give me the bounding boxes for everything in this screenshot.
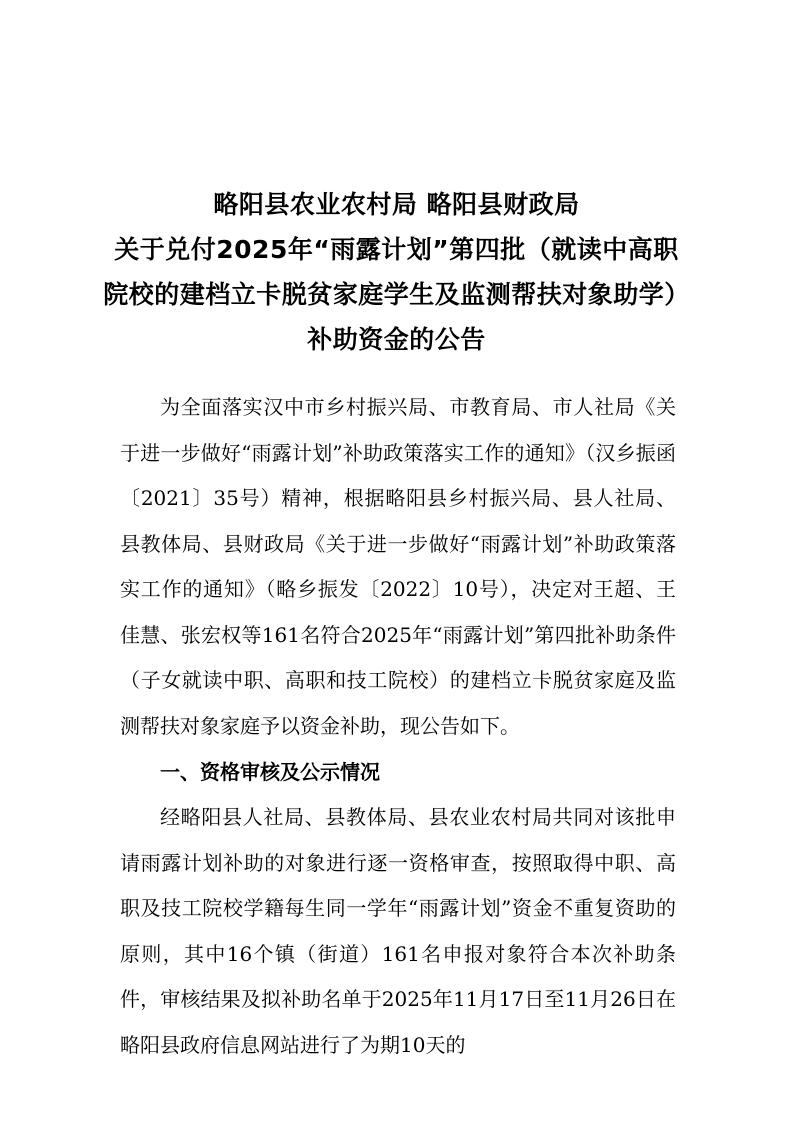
intro-paragraph: 为全面落实汉中市乡村振兴局、市教育局、市人社局《关于进一步做好“雨露计划”补助政策落实工作的通知》（汉乡振函〔2021〕35号）精神，根据略阳县乡村振兴局、县人社局、县教体局、县财政局《关于进一步做好“雨露计划”补助政策落实工作的通知》（略乡振发〔2022〕10号），决定对王超、王佳慧、张宏权等161名符合2025年“雨露计划”第四批补助条件（子女就读中职、高职和技工院校）的建档立卡脱贫家庭及监测帮扶对象家庭予以资金补助，现公告如下。 xyxy=(120,395,676,738)
document-title xyxy=(0,182,793,362)
title-line-4: 补助资金的公告 xyxy=(307,325,486,354)
section-heading-qualification: 一、资格审核及公示情况 xyxy=(160,760,380,784)
title-line-2: 关于兑付2025年“雨露计划”第四批（就读中高职 xyxy=(114,235,679,264)
qualification-paragraph: 经略阳县人社局、县教体局、县农业农村局共同对该批申请雨露计划补助的对象进行逐一资格审查，按照取得中职、高职及技工院校学籍每生同一学年“雨露计划”资金不重复资助的原则，其中16个镇（街道）161名申报对象符合本次补助条件，审核结果及拟补助名单于2025年11月17日至11月26日在略阳县政府信息网站进行了为期10天的 xyxy=(120,805,676,1057)
title-line-1: 略阳县农业农村局 略阳县财政局 xyxy=(213,190,580,219)
title-line-3: 院校的建档立卡脱贫家庭学生及监测帮扶对象助学） xyxy=(103,280,690,309)
